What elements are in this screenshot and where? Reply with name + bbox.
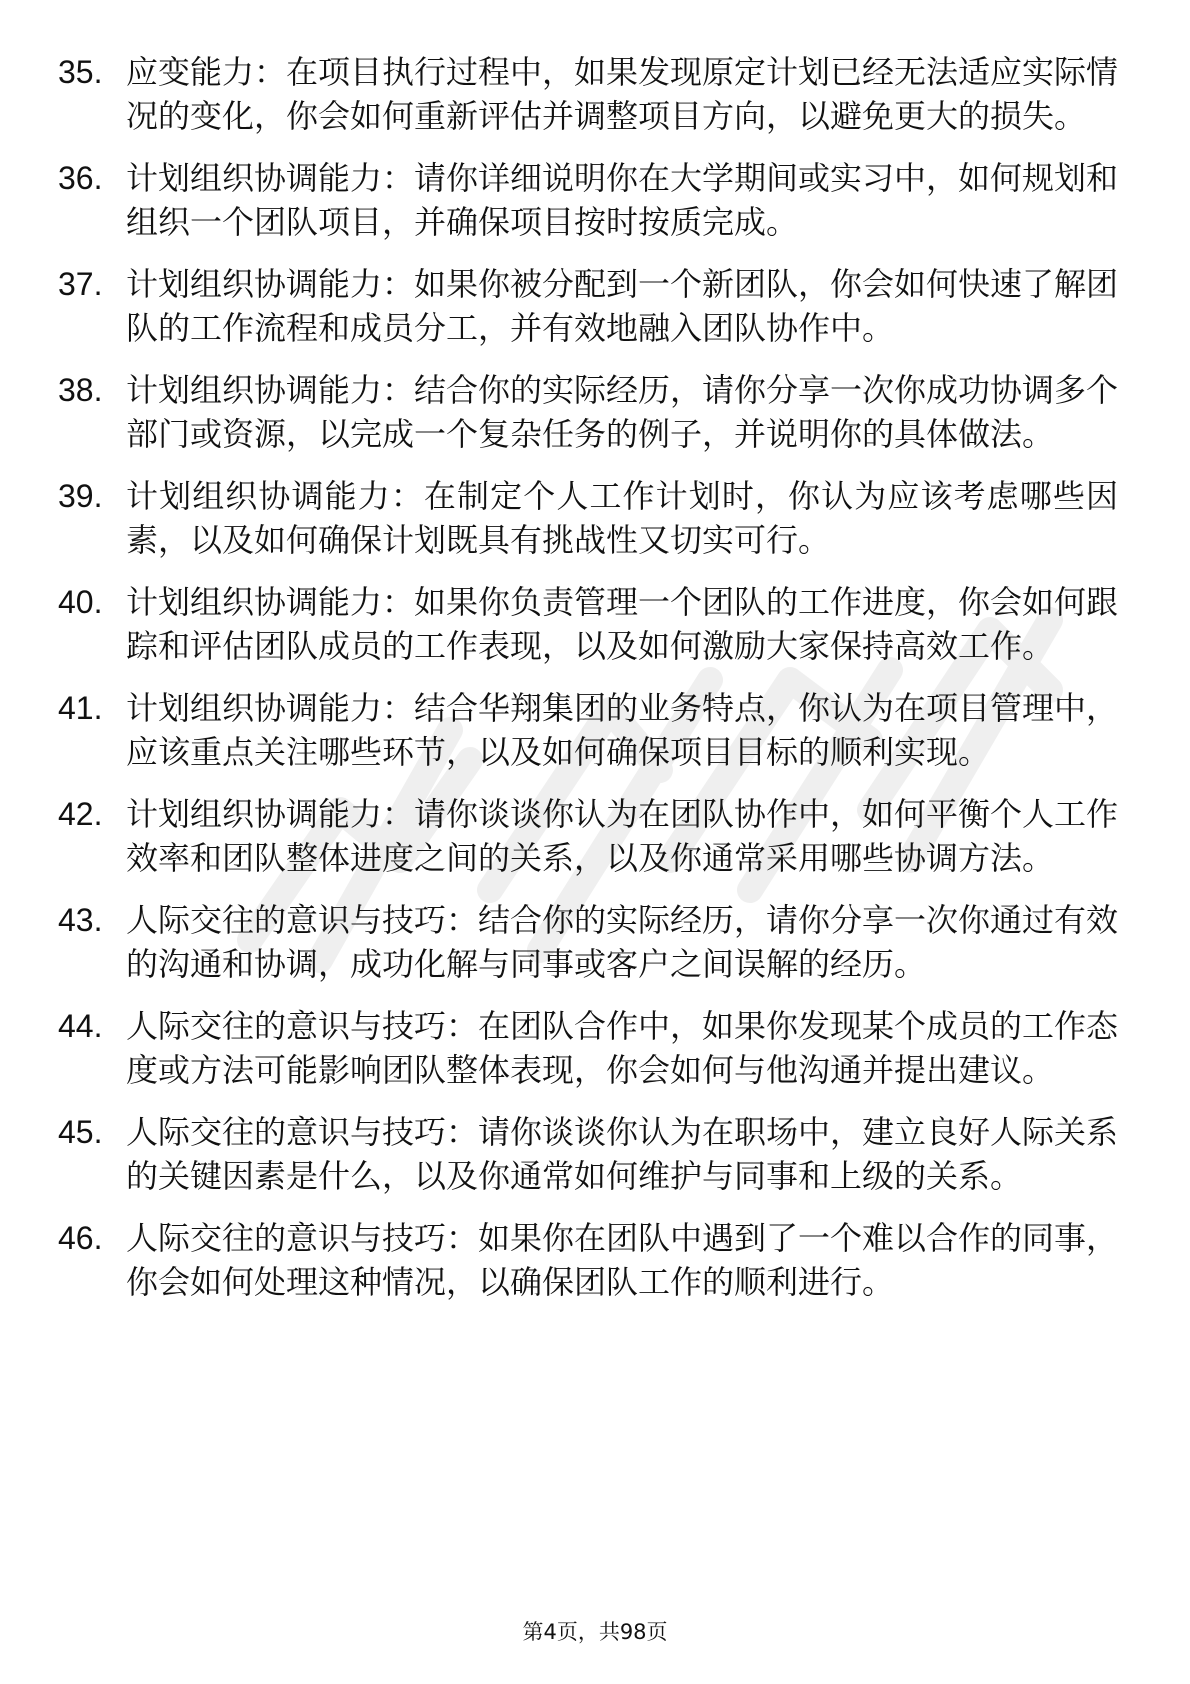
list-item bbox=[58, 898, 1118, 986]
question-number: 46. bbox=[58, 1220, 103, 1256]
question-text: 人际交往的意识与技巧：如果你在团队中遇到了一个难以合作的同事，你会如何处理这种情况，以确保团队工作的顺利进行。 bbox=[126, 1219, 1119, 1301]
list-item bbox=[58, 580, 1118, 668]
question-text: 人际交往的意识与技巧：结合你的实际经历，请你分享一次你通过有效的沟通和协调，成功化解与同事或客户之间误解的经历。 bbox=[126, 901, 1119, 983]
question-text: 计划组织协调能力：结合你的实际经历，请你分享一次你成功协调多个部门或资源，以完成一个复杂任务的例子，并说明你的具体做法。 bbox=[126, 371, 1119, 453]
list-item bbox=[58, 474, 1118, 562]
question-text: 计划组织协调能力：在制定个人工作计划时，你认为应该考虑哪些因素，以及如何确保计划既具有挑战性又切实可行。 bbox=[126, 477, 1118, 559]
question-text: 计划组织协调能力：如果你负责管理一个团队的工作进度，你会如何跟踪和评估团队成员的工作表现，以及如何激励大家保持高效工作。 bbox=[126, 583, 1119, 665]
question-number: 36. bbox=[58, 160, 103, 196]
question-number: 39. bbox=[58, 478, 103, 514]
question-text: 人际交往的意识与技巧：在团队合作中，如果你发现某个成员的工作态度或方法可能影响团队整体表现，你会如何与他沟通并提出建议。 bbox=[126, 1007, 1119, 1089]
question-text: 计划组织协调能力：如果你被分配到一个新团队，你会如何快速了解团队的工作流程和成员分工，并有效地融入团队协作中。 bbox=[126, 265, 1119, 347]
question-number: 40. bbox=[58, 584, 103, 620]
list-item bbox=[58, 368, 1118, 456]
question-number: 42. bbox=[58, 796, 103, 832]
question-list bbox=[58, 50, 1118, 1322]
page-number-label: 第4页，共98页 bbox=[522, 1620, 668, 1644]
list-item bbox=[58, 1004, 1118, 1092]
list-item bbox=[58, 1110, 1118, 1198]
list-item bbox=[58, 262, 1118, 350]
list-item bbox=[58, 686, 1118, 774]
list-item bbox=[58, 156, 1118, 244]
question-text: 计划组织协调能力：结合华翔集团的业务特点，你认为在项目管理中，应该重点关注哪些环节，以及如何确保项目目标的顺利实现。 bbox=[126, 689, 1119, 771]
question-text: 人际交往的意识与技巧：请你谈谈你认为在职场中，建立良好人际关系的关键因素是什么，以及你通常如何维护与同事和上级的关系。 bbox=[126, 1113, 1119, 1195]
question-number: 44. bbox=[58, 1008, 103, 1044]
question-number: 45. bbox=[58, 1114, 103, 1150]
question-text: 计划组织协调能力：请你详细说明你在大学期间或实习中，如何规划和组织一个团队项目，并确保项目按时按质完成。 bbox=[126, 159, 1119, 241]
list-item bbox=[58, 50, 1118, 138]
question-number: 38. bbox=[58, 372, 103, 408]
page-footer bbox=[0, 1618, 1190, 1646]
question-number: 41. bbox=[58, 690, 103, 726]
question-number: 37. bbox=[58, 266, 103, 302]
question-text: 计划组织协调能力：请你谈谈你认为在团队协作中，如何平衡个人工作效率和团队整体进度之间的关系，以及你通常采用哪些协调方法。 bbox=[126, 795, 1119, 877]
list-item bbox=[58, 1216, 1118, 1304]
list-item bbox=[58, 792, 1118, 880]
question-text: 应变能力：在项目执行过程中，如果发现原定计划已经无法适应实际情况的变化，你会如何重新评估并调整项目方向，以避免更大的损失。 bbox=[126, 53, 1119, 135]
question-number: 43. bbox=[58, 902, 103, 938]
question-number: 35. bbox=[58, 54, 103, 90]
